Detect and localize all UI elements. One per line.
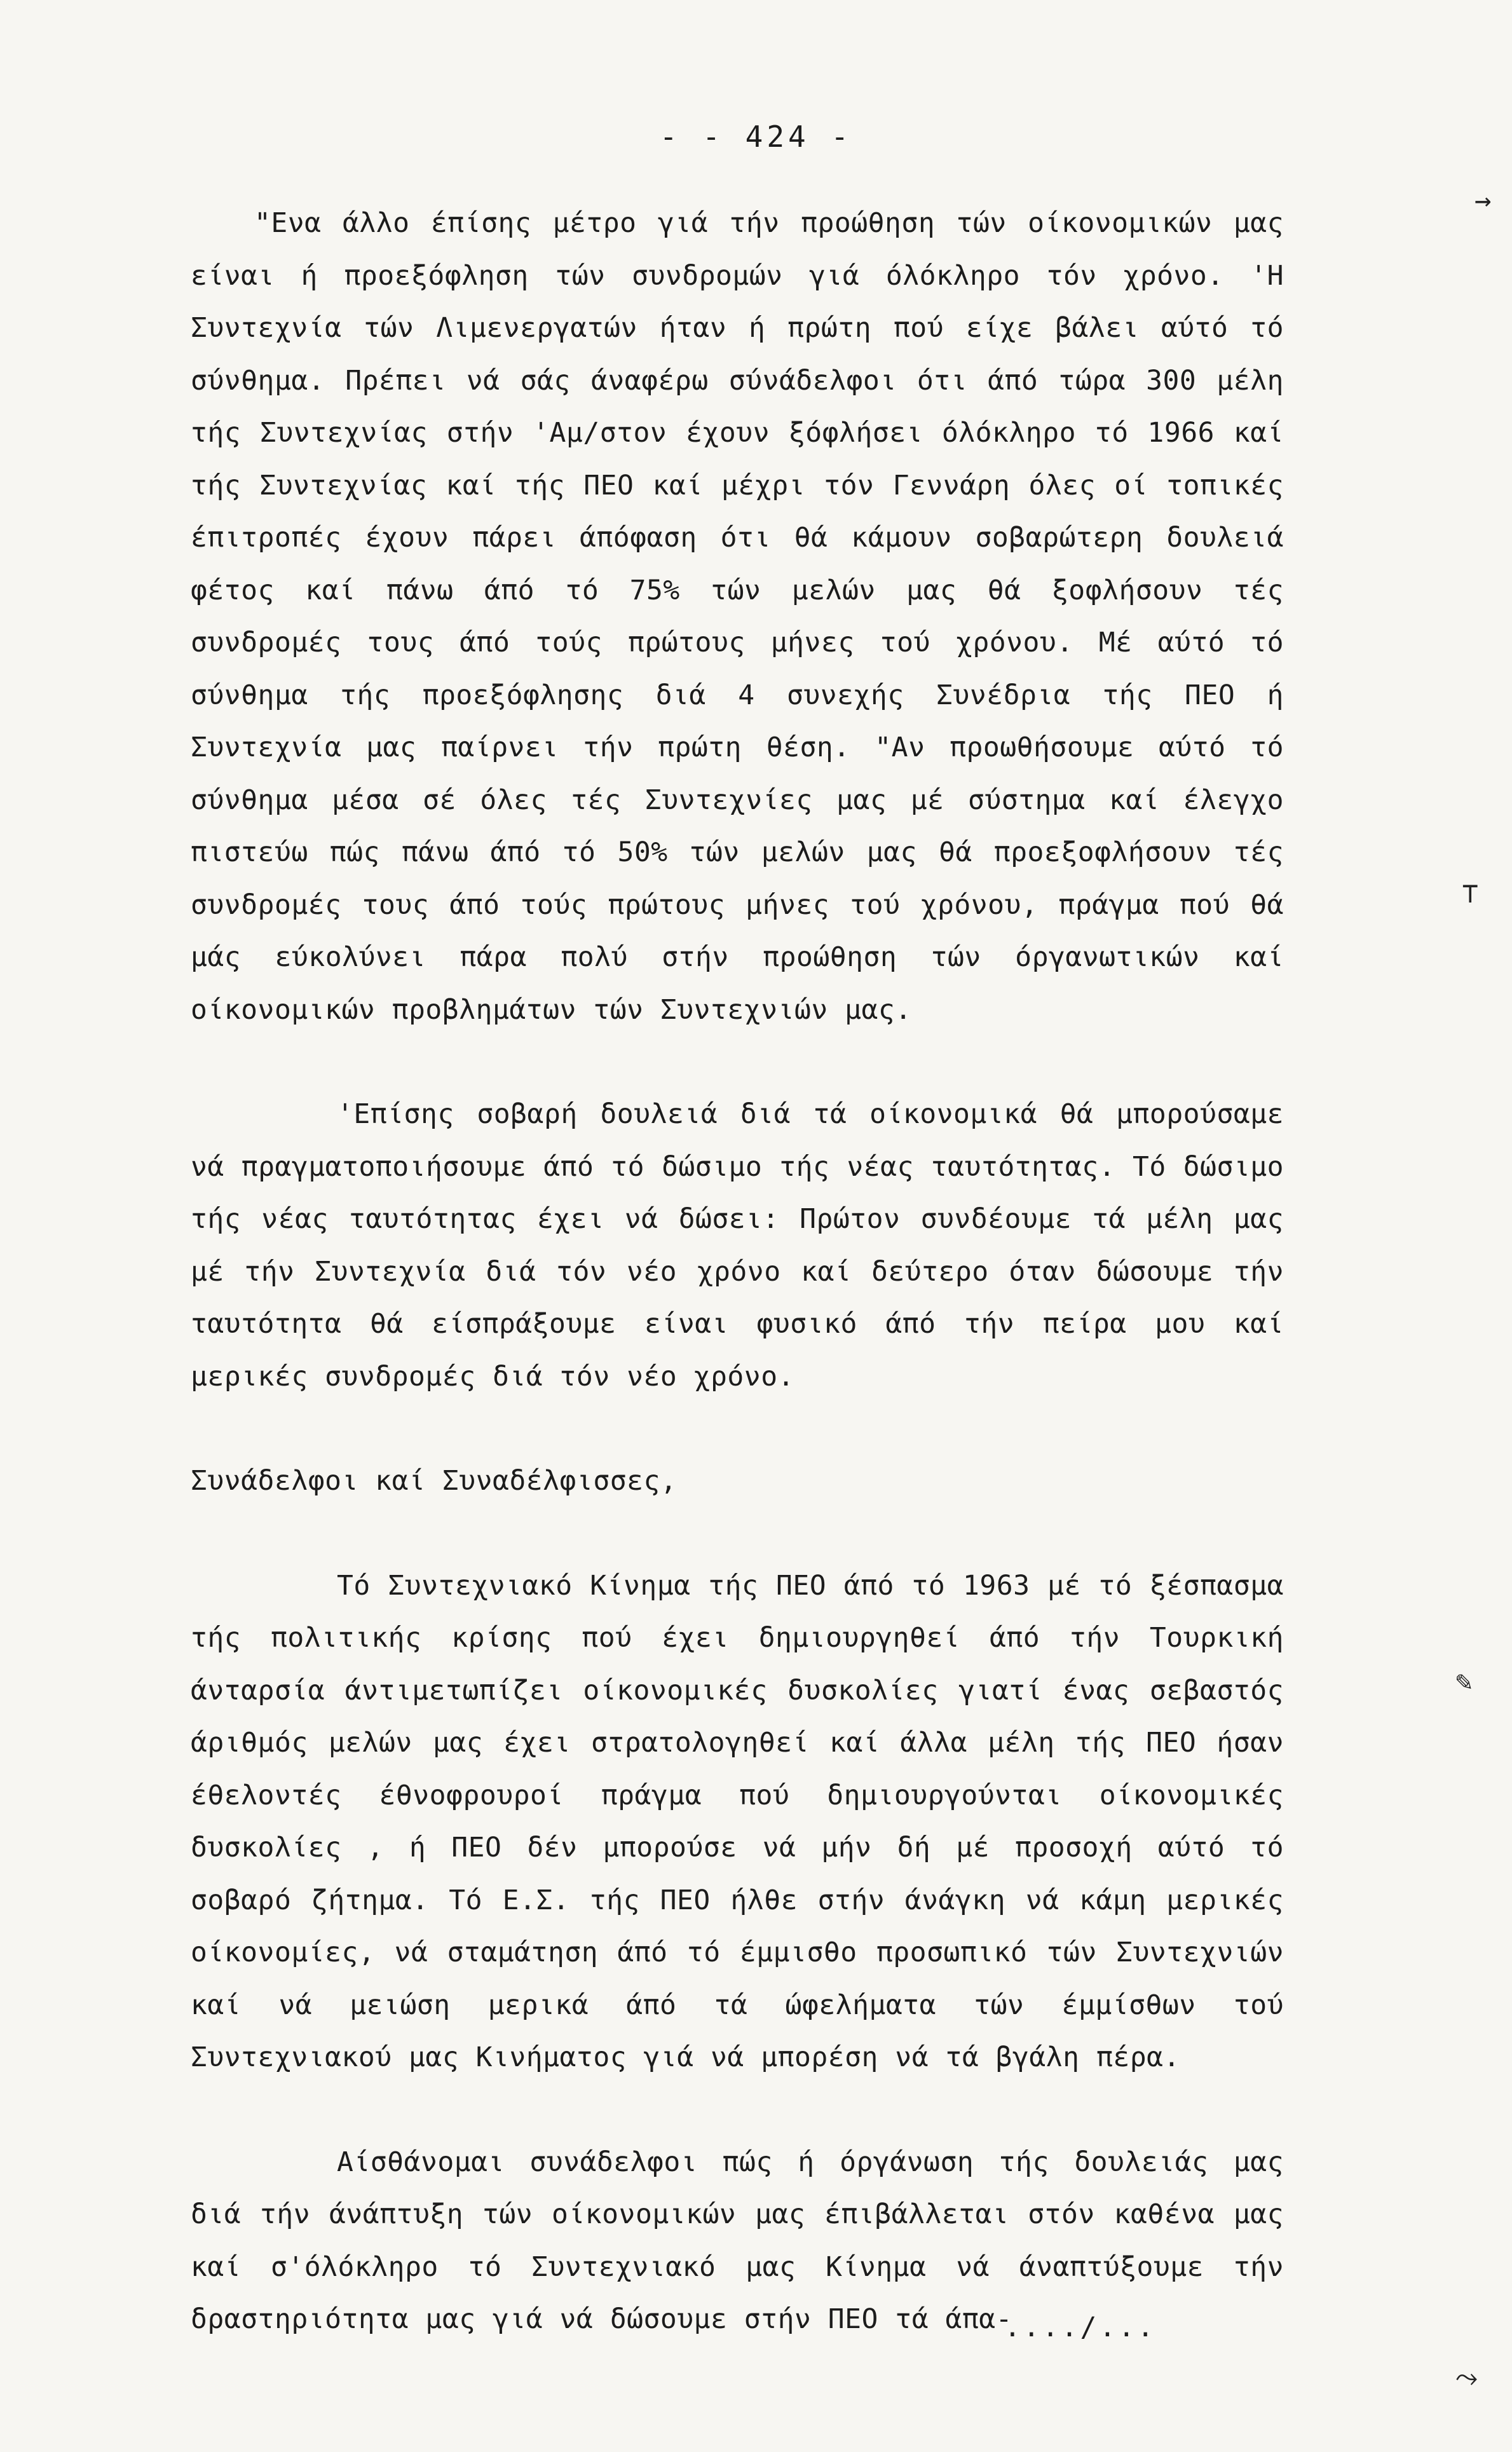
paragraph-trade-union-movement: Τό Συντεχνιακό Κίνημα τής ΠΕΟ άπό τό 1963 μέ τό ξέσπασμα τής πολιτικής κρίσης πού έχει δημιουργηθεί άπό τήν Τουρκική άνταρσία άντιμετωπίζει οίκονομικές δυσκολίες γιατί ένας σεβαστός άριθμός μελών μας έχει στρατολογηθεί καί άλλα μέλη τής ΠΕΟ ήσαν έθελοντές έθνοφρουροί πράγμα πού δημιουργούνται οίκονομικές δυσκολίες , ή ΠΕΟ δέν μπορούσε νά μήν δή μέ προσοχή αύτό τό σοβαρό ζήτημα. Τό Ε.Σ. τής ΠΕΟ ήλθε στήν άνάγκη νά κάμη μερικές οίκονομίες, νά σταμάτηση άπό τό έμμισθο προσωπικό τών Συντεχνιών καί νά μειώση μερικά άπό τά ώφελήματα τών έμμίσθων τού Συντεχνιακού μας Κινήματος γιά νά μπορέση νά τά βγάλη πέρα.	[191, 1569, 1284, 2073]
margin-arrow-mark: →	[1475, 184, 1492, 217]
page-number: - - 424 -	[659, 119, 853, 154]
salutation: Συνάδελφοι καί Συναδέλφισσες,	[191, 1465, 678, 1497]
paragraph-organisation: Αίσθάνομαι συνάδελφοι πώς ή όργάνωση τής δουλειάς μας διά τήν άνάπτυξη τών οίκονομικών μας έπιβάλλεται στόν καθένα μας καί σ'όλόκληρο τό Συντεχνιακό μας Κίνημα νά άναπτύξουμε τήν δραστηριότητα μας γιά νά δώσουμε στήν ΠΕΟ τά άπα-	[191, 2146, 1284, 2335]
paragraph-identity-card: 'Επίσης σοβαρή δουλειά διά τά οίκονομικά θά μπορούσαμε νά πραγματοποιήσουμε άπό τό δώσιμο τής νέας ταυτότητας. Τό δώσιμο τής νέας ταυτότητας έχει νά δώσει: Πρώτον συνδέουμε τά μέλη μας μέ τήν Συντεχνία διά τόν νέο χρόνο καί δεύτερο όταν δώσουμε τήν ταυτότητα θά είσπράξουμε είναι φυσικό άπό τήν πείρα μου καί μερικές συνδρομές διά τόν νέο χρόνο.	[191, 1098, 1284, 1393]
margin-cross-mark: ⊤	[1462, 877, 1479, 909]
margin-ink-blot: ✎	[1455, 1665, 1473, 1698]
paragraph-economic-measures: "Ενα άλλο έπίσης μέτρο γιά τήν προώθηση τών οίκονομικών μας είναι ή προεξόφληση τών συνδρομών γιά όλόκληρο τόν χρόνο. 'Η Συντεχνία τών Λιμενεργατών ήταν ή πρώτη πού είχε βάλει αύτό τό σύνθημα. Πρέπει νά σάς άναφέρω σύνάδελφοι ότι άπό τώρα 300 μέλη τής Συντεχνίας στήν 'Αμ/στον έχουν ξόφλήσει όλόκληρο τό 1966 καί τής Συντεχνίας καί τής ΠΕΟ καί μέχρι τόν Γεννάρη όλες οί τοπικές έπιτροπές έχουν πάρει άπόφαση ότι θά κάμουν σοβαρώτερη δουλειά φέτος καί πάνω άπό τό 75% τών μελών μας θά ξοφλήσουν τές συνδρομές τους άπό τούς πρώτους μήνες τού χρόνου. Μέ αύτό τό σύνθημα τής προεξόφλησης διά 4 συνεχής Συνέδρια τής ΠΕΟ ή Συντεχνία μας παίρνει τήν πρώτη θέση. "Αν προωθήσουμε αύτό τό σύνθημα μέσα σέ όλες τές Συντεχνίες μας μέ σύστημα καί έλεγχο πιστεύω πώς πάνω άπό τό 50% τών μελών μας θά προεξοφλήσουν τές συνδρομές τους άπό τούς πρώτους μήνες τού χρόνου, πράγμα πού θά μάς εύκολύνει πάρα πολύ στήν προώθηση τών όργανωτικών καί οίκονομικών προβλημάτων τών Συντεχνιών μας.	[191, 207, 1284, 1026]
margin-corner-mark: ⤳	[1455, 2361, 1478, 2394]
document-body	[191, 197, 1284, 2346]
continuation-mark: ..../...	[1004, 2312, 1157, 2343]
